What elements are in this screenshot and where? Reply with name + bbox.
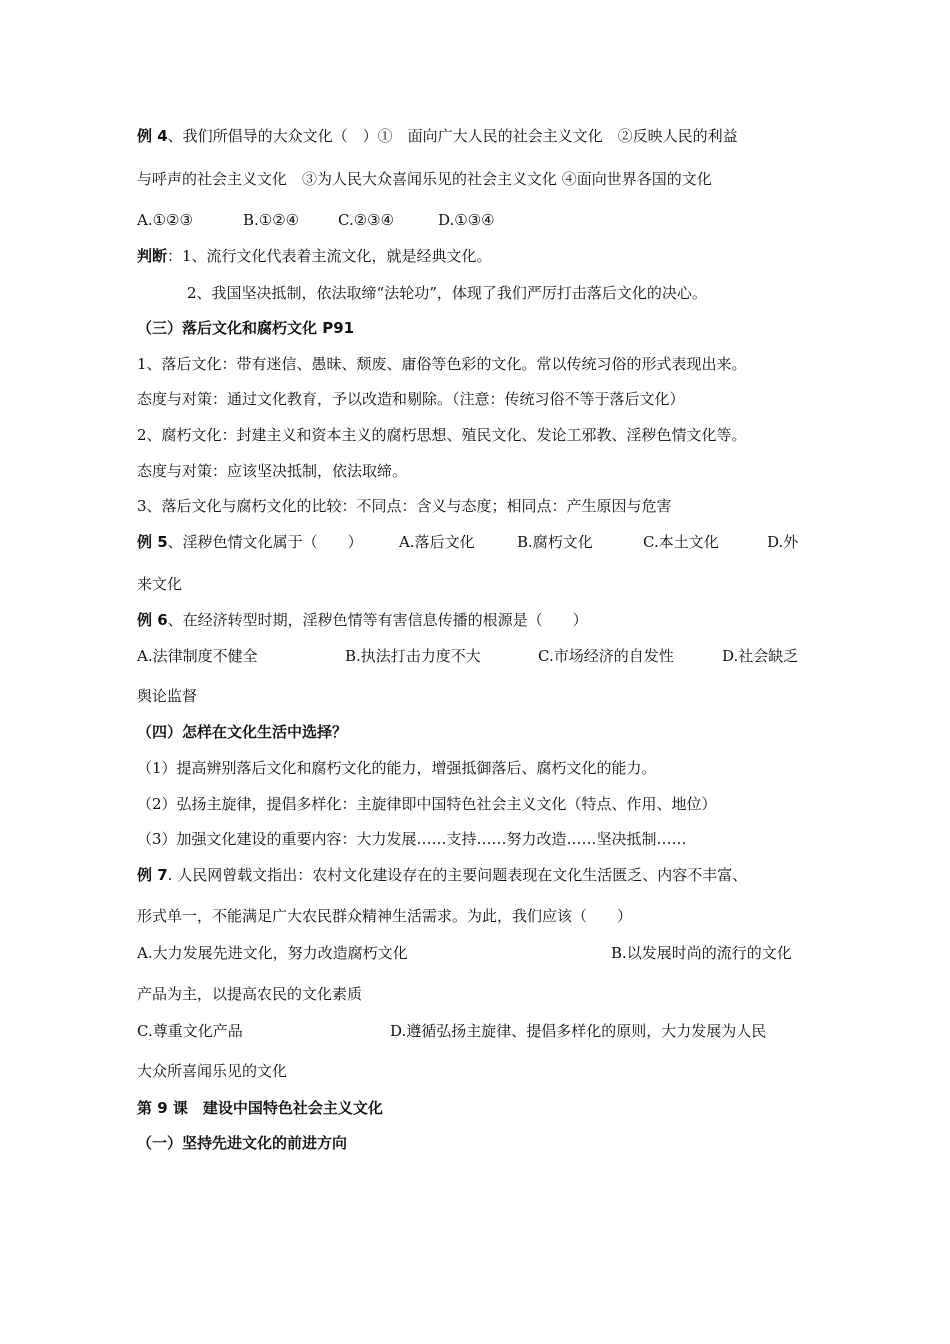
example-5-option-a: A.落后文化 (399, 533, 475, 551)
example-7-line-2: 形式单一，不能满足广大农民群众精神生活需求。为此，我们应该（ ） (137, 907, 633, 925)
example-4-label: 例 4 (137, 127, 168, 145)
section-4-point-3: （3）加强文化建设的重要内容：大力发展……支持……努力改造……坚决抵制…… (137, 830, 687, 848)
section-4-point-1: （1）提高辨别落后文化和腐朽文化的能力，增强抵御落后、腐朽文化的能力。 (137, 759, 657, 777)
lesson-9-subheading-1: （一）坚持先进文化的前进方向 (137, 1134, 348, 1152)
example-6-option-d-continued: 舆论监督 (137, 687, 198, 705)
example-6-option-b: B.执法打击力度不大 (345, 647, 481, 665)
judgment-item-2: 2、我国坚决抵制，依法取缔“法轮功”，体现了我们严厉打击落后文化的决心。 (187, 284, 707, 302)
example-6-text: 、在经济转型时期，淫秽色情等有害信息传播的根源是（ ） (167, 611, 588, 629)
example-7-option-d-continued: 大众所喜闻乐见的文化 (137, 1062, 288, 1080)
example-7-text: . 人民网曾载文指出：农村文化建设存在的主要问题表现在文化生活匮乏、内容不丰富、 (167, 866, 748, 884)
example-6-option-d: D.社会缺乏 (722, 647, 799, 665)
section-3-paragraph-2: 态度与对策：通过文化教育，予以改造和剔除。（注意：传统习俗不等于落后文化） (137, 390, 685, 408)
example-7-label: 例 7 (137, 866, 168, 884)
judgment-label: 判断 (137, 247, 168, 265)
example-4-option-d: D.①③④ (438, 211, 495, 229)
judgment-line-1 (137, 246, 492, 266)
example-5-option-b: B.腐朽文化 (517, 533, 593, 551)
example-5-label: 例 5 (137, 533, 168, 551)
example-5-question (137, 532, 363, 552)
example-7-option-d: D.遵循弘扬主旋律、提倡多样化的原则，大力发展为人民 (390, 1022, 767, 1040)
example-5-text: 、淫秽色情文化属于（ ） (167, 533, 363, 551)
example-4-option-c: C.②③④ (338, 211, 395, 229)
example-5-option-c: C.本土文化 (643, 533, 719, 551)
section-3-paragraph-4: 态度与对策：应该坚决抵制，依法取缔。 (137, 462, 408, 480)
example-4-line-1 (137, 126, 738, 146)
section-3-paragraph-5: 3、落后文化与腐朽文化的比较：不同点：含义与态度；相同点：产生原因与危害 (137, 497, 672, 515)
example-5-option-d: D.外 (767, 533, 799, 551)
example-7-option-b-continued: 产品为主，以提高农民的文化素质 (137, 985, 363, 1003)
example-7-option-c: C.尊重文化产品 (137, 1022, 243, 1040)
lesson-9-title: 第 9 课 建设中国特色社会主义文化 (137, 1099, 383, 1117)
example-4-text: 、我们所倡导的大众文化（ ）① 面向广大人民的社会主义文化 ②反映人民的利益 (167, 127, 738, 145)
example-7-line-1 (137, 865, 747, 885)
section-3-paragraph-3: 2、腐朽文化：封建主义和资本主义的腐朽思想、殖民文化、发论工邪教、淫秽色情文化等。 (137, 426, 747, 444)
section-3-paragraph-1: 1、落后文化：带有迷信、愚昧、颓废、庸俗等色彩的文化。常以传统习俗的形式表现出来。 (137, 355, 747, 373)
judgment-item-1: ：1、流行文化代表着主流文化，就是经典文化。 (167, 247, 492, 265)
example-4-option-b: B.①②④ (243, 211, 300, 229)
example-6-question (137, 610, 588, 630)
section-4-heading: （四）怎样在文化生活中选择？ (137, 723, 348, 741)
example-4-option-a: A.①②③ (137, 211, 193, 229)
example-6-label: 例 6 (137, 611, 168, 629)
example-4-line-2: 与呼声的社会主义文化 ③为人民大众喜闻乐见的社会主义文化 ④面向世界各国的文化 (137, 170, 712, 188)
example-7-option-b: B.以发展时尚的流行的文化 (611, 944, 792, 962)
example-5-option-d-continued: 来文化 (137, 575, 183, 593)
section-3-heading: （三）落后文化和腐朽文化 P91 (137, 319, 355, 337)
example-6-option-a: A.法律制度不健全 (137, 647, 258, 665)
example-6-option-c: C.市场经济的自发性 (538, 647, 674, 665)
section-4-point-2: （2）弘扬主旋律，提倡多样化：主旋律即中国特色社会主义文化（特点、作用、地位） (137, 795, 717, 813)
example-7-option-a: A.大力发展先进文化，努力改造腐朽文化 (137, 944, 408, 962)
